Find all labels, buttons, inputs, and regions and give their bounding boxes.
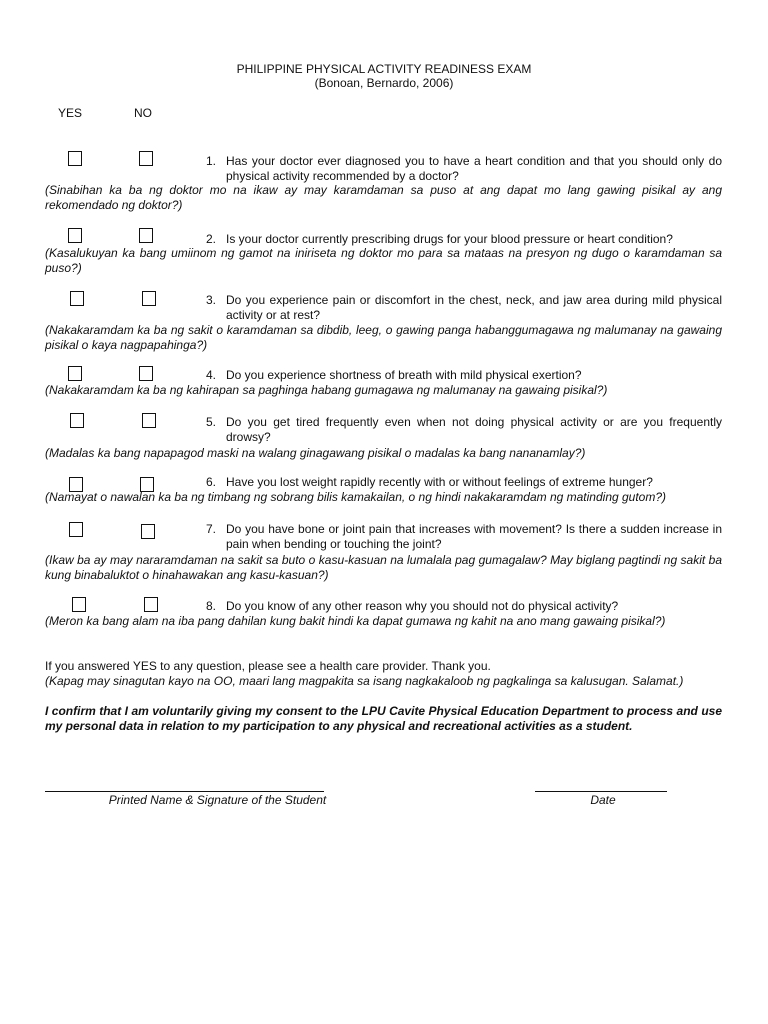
date-label: Date (590, 793, 616, 807)
form-title: PHILIPPINE PHYSICAL ACTIVITY READINESS EXAM (236, 62, 532, 76)
no-checkbox[interactable] (139, 151, 153, 166)
signature-label: Printed Name & Signature of the Student (108, 793, 327, 807)
question-number: 2. (205, 232, 216, 246)
no-checkbox[interactable] (144, 597, 158, 612)
yes-checkbox[interactable] (72, 597, 86, 612)
question-translation: (Namayat o nawalan ka ba ng timbang ng sobrang bilis kamakailan, o ng hindi nakakaramdam ng matinding gutom?) (45, 490, 667, 504)
form-subtitle: (Bonoan, Bernardo, 2006) (314, 76, 454, 90)
consent-statement: I confirm that I am voluntarily giving my consent to the LPU Cavite Physical Education Department to process and use my personal data in relation to my participation to any physical and recreational activities as a student. (45, 704, 722, 733)
question-text: Do you know of any other reason why you should not do physical activity? (226, 599, 619, 613)
question-translation: (Sinabihan ka ba ng doktor mo na ikaw ay may karamdaman sa puso at ang dapat mo lang gawing pisikal ay ang rekomendado ng doktor?) (45, 183, 722, 212)
yes-checkbox[interactable] (70, 413, 84, 428)
question-translation: (Nakakaramdam ka ba ng sakit o karamdaman sa dibdib, leeg, o gawing panga habanggumagawa ng malumanay na gawaing pisikal o kaya nagpapahinga?) (45, 323, 722, 352)
question-number: 1. (205, 154, 216, 168)
question-text: Do you get tired frequently even when not doing physical activity or are you frequently drowsy? (226, 415, 722, 444)
no-checkbox[interactable] (139, 228, 153, 243)
no-checkbox[interactable] (142, 413, 156, 428)
question-text: Do you have bone or joint pain that increases with movement? Is there a sudden increase in pain when bending or touching the joint? (226, 522, 722, 551)
no-checkbox[interactable] (141, 524, 155, 539)
question-translation: (Nakakaramdam ka ba ng kahirapan sa paghinga habang gumagawa ng malumanay na gawaing pisikal?) (45, 383, 608, 397)
no-checkbox[interactable] (139, 366, 153, 381)
yes-checkbox[interactable] (68, 151, 82, 166)
signature-line[interactable] (45, 791, 324, 792)
question-translation: (Kasalukuyan ka bang umiinom ng gamot na iniriseta ng doktor mo para sa mataas na presyon ng dugo o karamdaman sa puso?) (45, 246, 722, 275)
question-text: Is your doctor currently prescribing drugs for your blood pressure or heart condition? (226, 232, 673, 246)
question-text: Have you lost weight rapidly recently with or without feelings of extreme hunger? (226, 475, 653, 489)
question-translation: (Meron ka bang alam na iba pang dahilan kung bakit hindi ka dapat gumawa ng kahit na ano mang gawaing pisikal?) (45, 614, 666, 628)
question-number: 8. (205, 599, 216, 613)
question-number: 6. (205, 475, 216, 489)
date-line[interactable] (535, 791, 667, 792)
question-number: 7. (205, 522, 216, 536)
yes-column-header: YES (58, 106, 83, 120)
question-translation: (Ikaw ba ay may nararamdaman na sakit sa buto o kasu-kasuan na lumalala pag gumagalaw? May biglang pagtindi ng sakit ba kung binabaluktot o hinahawakan ang kasu-kasuan?) (45, 553, 722, 582)
question-text: Has your doctor ever diagnosed you to have a heart condition and that you should only do physical activity recommended by a doctor? (226, 154, 722, 183)
question-number: 5. (205, 415, 216, 429)
yes-checkbox[interactable] (68, 228, 82, 243)
question-number: 4. (205, 368, 216, 382)
question-translation: (Madalas ka bang napapagod maski na walang ginagawang pisikal o madalas ka bang nananamlay?) (45, 446, 586, 460)
advice-translation: (Kapag may sinagutan kayo na OO, maari lang magpakita sa isang nagkakaloob ng pagkalinga sa kalusugan. Salamat.) (45, 674, 684, 688)
no-checkbox[interactable] (142, 291, 156, 306)
yes-checkbox[interactable] (68, 366, 82, 381)
question-number: 3. (205, 293, 216, 307)
question-text: Do you experience shortness of breath with mild physical exertion? (226, 368, 582, 382)
no-column-header: NO (134, 106, 152, 120)
yes-checkbox[interactable] (69, 522, 83, 537)
advice-text: If you answered YES to any question, please see a health care provider. Thank you. (45, 659, 491, 673)
question-text: Do you experience pain or discomfort in the chest, neck, and jaw area during mild physical activity or at rest? (226, 293, 722, 322)
yes-checkbox[interactable] (70, 291, 84, 306)
